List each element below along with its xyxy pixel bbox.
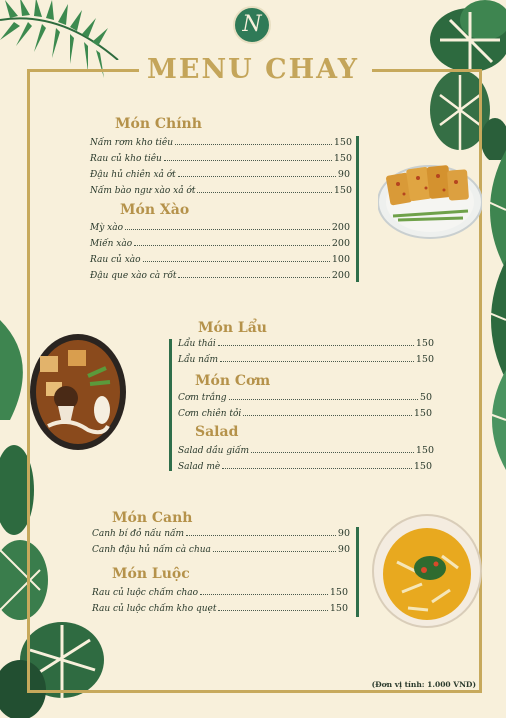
section-title-mon-chinh: Món Chính (115, 116, 202, 132)
section-divider-bar (356, 136, 359, 282)
page-title: MENU CHAY (147, 54, 359, 85)
list-item: Rau củ luộc chấm kho quẹt 150 (92, 603, 348, 614)
list-item: Mỳ xào 200 (90, 222, 350, 233)
section-title-mon-canh: Món Canh (112, 510, 193, 526)
list-item: Rau củ kho tiêu 150 (90, 153, 352, 164)
list-item: Salad mè 150 (178, 461, 432, 472)
list-item: Lẩu nấm 150 (178, 354, 434, 365)
section-title-mon-lau: Món Lẩu (198, 320, 267, 336)
list-item: Miến xào 200 (90, 238, 350, 249)
section-title-mon-xao: Món Xào (120, 202, 190, 218)
list-item: Nấm rơm kho tiêu 150 (90, 137, 352, 148)
section-title-salad: Salad (195, 424, 239, 440)
list-item: Canh đậu hủ nấm cà chua 90 (92, 544, 350, 555)
section-divider-bar (356, 527, 359, 617)
list-item: Canh bí đỏ nấu nấm 90 (92, 528, 350, 539)
fried-tofu-dish-image (378, 156, 482, 242)
list-item: Nấm bào ngư xào xả ớt 150 (90, 185, 352, 196)
list-item: Đậu que xào cà rốt 200 (90, 270, 350, 281)
currency-unit-note: (Đơn vị tính: 1.000 VND) (371, 680, 476, 689)
section-title-mon-com: Món Cơm (195, 373, 271, 389)
list-item: Rau củ luộc chấm chao 150 (92, 587, 348, 598)
section-divider-bar (169, 339, 172, 471)
pumpkin-soup-dish-image (372, 512, 482, 630)
hotpot-dish-image (28, 326, 126, 454)
section-title-mon-luoc: Món Luộc (112, 566, 190, 582)
list-item: Rau củ xào 100 (90, 254, 350, 265)
list-item: Lẩu thái 150 (178, 338, 434, 349)
brand-logo: N (233, 6, 271, 44)
list-item: Cơm chiên tỏi 150 (178, 408, 432, 419)
list-item: Salad dầu giấm 150 (178, 445, 434, 456)
list-item: Cơm trắng 50 (178, 392, 432, 403)
list-item: Đậu hủ chiên xả ớt 90 (90, 169, 350, 180)
